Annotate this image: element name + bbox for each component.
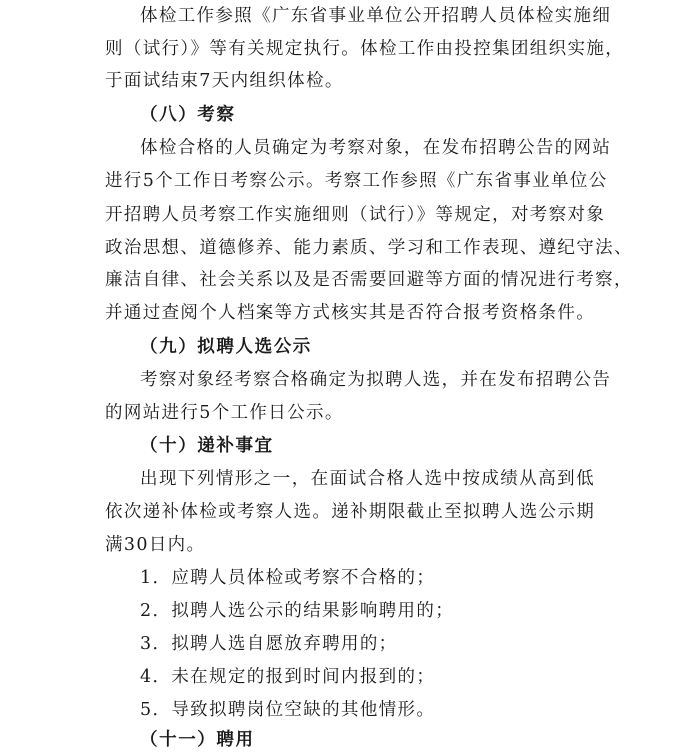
paragraph-line: 满30日内。	[105, 535, 206, 555]
list-item: 5．导致拟聘岗位空缺的其他情形。	[140, 700, 436, 720]
paragraph-line: 出现下列情形之一，在面试合格人选中按成绩从高到低	[140, 469, 595, 489]
list-item: 4．未在规定的报到时间内报到的；	[140, 667, 436, 687]
paragraph-line: 并通过查阅个人档案等方式核实其是否符合报考资格条件。	[105, 303, 596, 323]
paragraph-line: 体检合格的人员确定为考察对象，在发布招聘公告的网站	[140, 138, 612, 158]
paragraph-line: 开招聘人员考察工作实施细则（试行）》等规定，对考察对象	[105, 205, 606, 225]
paragraph-line: 进行5个工作日考察公示。考察工作参照《广东省事业单位公	[105, 171, 608, 191]
section-heading: （八）考察	[140, 105, 236, 125]
paragraph-line: 考察对象经考察合格确定为拟聘人选，并在发布招聘公告	[140, 370, 612, 390]
paragraph-line: 的网站进行5个工作日公示。	[105, 403, 344, 423]
list-item: 2．拟聘人选公示的结果影响聘用的；	[140, 601, 455, 621]
paragraph-line: 体检工作参照《广东省事业单位公开招聘人员体检实施细	[140, 6, 612, 26]
section-heading: （十）递补事宜	[140, 436, 274, 456]
list-item: 1．应聘人员体检或考察不合格的；	[140, 568, 436, 588]
paragraph-line: 依次递补体检或考察人选。递补期限截止至拟聘人选公示期	[105, 502, 596, 522]
paragraph-line: 于面试结束7天内组织体检。	[105, 71, 344, 91]
section-heading: （十一）聘用	[140, 730, 255, 750]
paragraph-line: 则（试行）》等有关规定执行。体检工作由投控集团组织实施，	[105, 39, 625, 59]
section-heading: （九）拟聘人选公示	[140, 337, 312, 357]
paragraph-line: 政治思想、道德修养、能力素质、学习和工作表现、遵纪守法、	[105, 238, 633, 258]
paragraph-line: 廉洁自律、社会关系以及是否需要回避等方面的情况进行考察，	[105, 270, 633, 290]
list-item: 3．拟聘人选自愿放弃聘用的；	[140, 634, 398, 654]
